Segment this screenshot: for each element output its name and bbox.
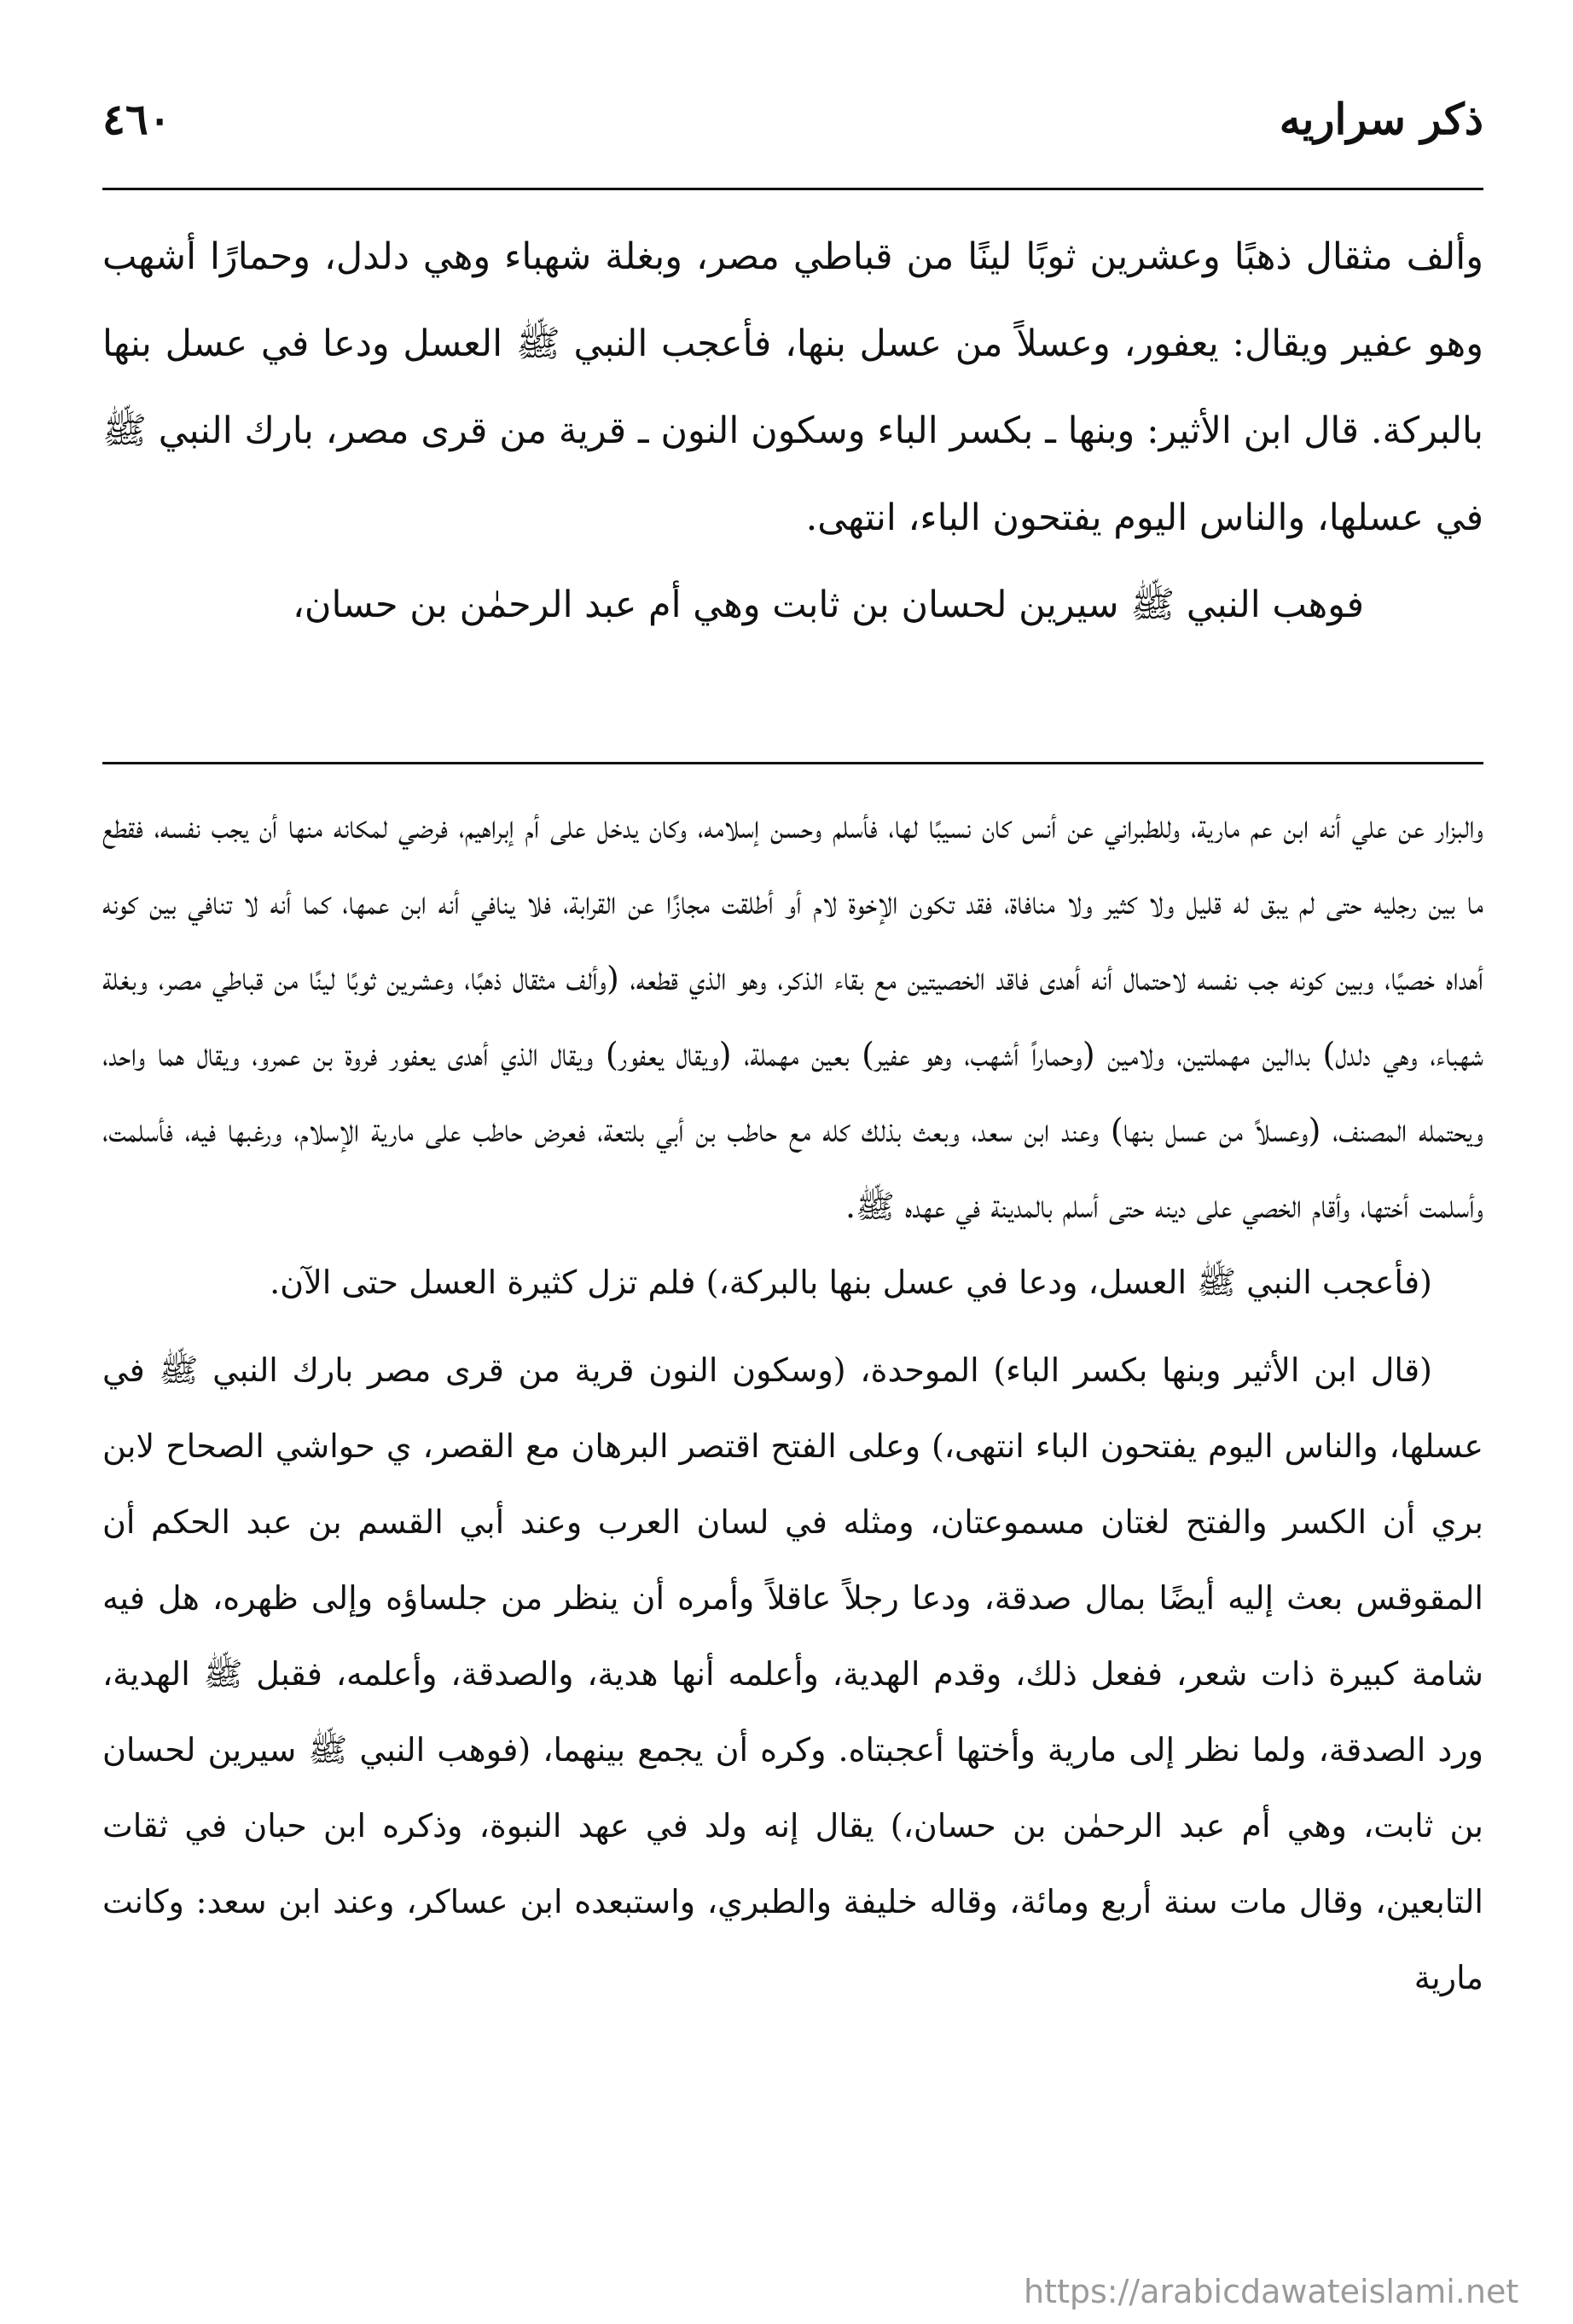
main-paragraph: فوهب النبي ﷺ سيرين لحسان بن ثابت وهي أم عبد الرحمٰن بن حسان،	[293, 584, 1364, 626]
commentary-text	[102, 789, 1483, 2016]
header-rule	[102, 188, 1483, 190]
running-title: ذكر سراريه	[1279, 94, 1483, 144]
commentary-paragraph: والبزار عن علي أنه ابن عم مارية، وللطبراني عن أنس كان نسيبًا لها، فأسلم وحسن إسلامه، وكان يدخل على أم إبراهيم، فرضي لمكانه منها أن يجب نفسه، فقطع ما بين رجليه حتى لم يبق له قليل ولا كثير ولا منافاة، فقد تكون الإخوة لام أو أطلقت مجازًا عن القرابة، فلا ينافي أنه ابن عمها، كما أنه لا تنافي بين كونه أهداه خصيًا، وبين كونه جب نفسه لاحتمال أنه أهدى فاقد الخصيتين مع بقاء الذكر، وهو الذي قطعه، (وألف مثقال ذهبًا، وعشرين ثوبًا لينًا من قباطي مصر، وبغلة شهباء، وهي دلدل) بدالين مهملتين، ولامين (وحماراً أشهب، وهو عفير) بعين مهملة، (ويقال يعفور) ويقال الذي أهدى يعفور فروة بن عمرو، ويقال هما واحد، ويحتمله المصنف، (وعسلاً من عسل بنها) وعند ابن سعد، وبعث بذلك كله مع حاطب بن أبي بلتعة، فعرض حاطب على مارية الإسلام، ورغبها فيه، فأسلمت، وأسلمت أختها، وأقام الخصي على دينه حتى أسلم بالمدينة في عهده ﷺ.	[102, 808, 1483, 1225]
watermark-url: https://arabicdawateislami.net	[1024, 2273, 1519, 2310]
commentary-paragraph: (فأعجب النبي ﷺ العسل، ودعا في عسل بنها بالبركة،) فلم تزل كثيرة العسل حتى الآن.	[270, 1264, 1432, 1301]
main-text	[102, 213, 1483, 648]
page-header	[102, 94, 1483, 179]
commentary-paragraph: (قال ابن الأثير وبنها بكسر الباء) الموحدة، (وسكون النون قرية من قرى مصر بارك النبي ﷺ في عسلها، والناس اليوم يفتحون الباء انتهى،) وعلى الفتح اقتصر البرهان مع القصر، ي حواشي الصحاح لابن بري أن الكسر والفتح لغتان مسموعتان، ومثله في لسان العرب وعند أبي القسم بن عبد الحكم أن المقوقس بعث إليه أيضًا بمال صدقة، ودعا رجلاً عاقلاً وأمره أن ينظر من جلساؤه وإلى ظهره، هل فيه شامة كبيرة ذات شعر، ففعل ذلك، وقدم الهدية، وأعلمه أنها هدية، والصدقة، وأعلمه، فقبل ﷺ الهدية، ورد الصدقة، ولما نظر إلى مارية وأختها أعجبتاه. وكره أن يجمع بينهما، (فوهب النبي ﷺ سيرين لحسان بن ثابت، وهي أم عبد الرحمٰن بن حسان،) يقال إنه ولد في عهد النبوة، وذكره ابن حبان في ثقات التابعين، وقال مات سنة أربع ومائة، وقاله خليفة والطبري، واستبعده ابن عساكر، وعند ابن سعد: وكانت مارية	[102, 1351, 1483, 1996]
page-number: ٤٦٠	[102, 94, 171, 144]
main-paragraph: وألف مثقال ذهبًا وعشرين ثوبًا لينًا من قباطي مصر، وبغلة شهباء وهي دلدل، وحمارًا أشهب وهو عفير ويقال: يعفور، وعسلاً من عسل بنها، فأعجب النبي ﷺ العسل ودعا في عسل بنها بالبركة. قال ابن الأثير: وبنها ـ بكسر الباء وسكون النون ـ قرية من قرى مصر، بارك النبي ﷺ في عسلها، والناس اليوم يفتحون الباء، انتهى.	[102, 235, 1483, 539]
section-divider	[102, 762, 1483, 764]
